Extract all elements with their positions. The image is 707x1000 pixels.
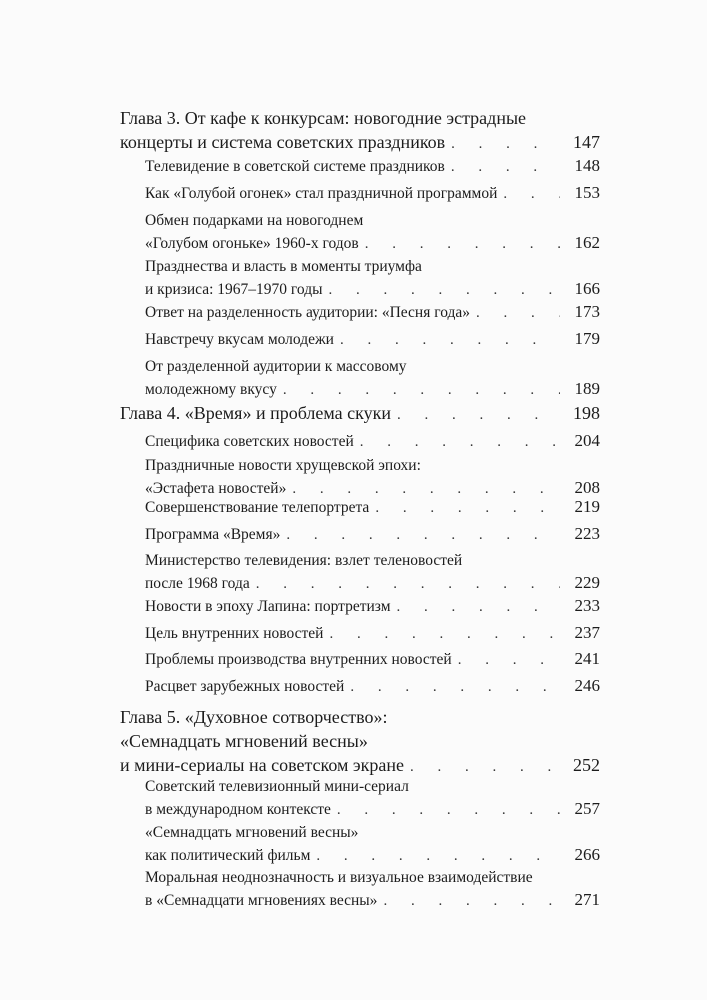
entry-title-text: «Семнадцать мгновений весны» (120, 731, 368, 751)
leader-dots (451, 132, 560, 156)
leader-dots (383, 890, 560, 912)
entry-title-text: Празднества и власть в моменты триумфа (145, 258, 422, 275)
entry-title-text: молодежному вкусу (145, 381, 277, 398)
entry-line (145, 798, 600, 821)
page-number: 246 (574, 676, 600, 695)
entry-line (145, 675, 600, 698)
entry-title-text: От разделенной аудитории к массовому (145, 358, 407, 375)
entry-line (120, 729, 600, 753)
page-number: 237 (574, 623, 600, 642)
entry-line (145, 356, 600, 378)
leader-dots (365, 233, 560, 255)
entry-title-text: концерты и система советских праздников (120, 132, 446, 152)
page-number: 153 (574, 183, 600, 202)
leader-dots (458, 649, 560, 671)
page-number: 252 (573, 755, 600, 775)
toc-section (145, 822, 600, 867)
page-number: 148 (574, 156, 600, 175)
page-number: 266 (574, 845, 600, 864)
toc-chapter-4 (120, 401, 600, 427)
entry-title-text: Специфика советских новостей (145, 433, 354, 450)
entry-line (145, 550, 600, 572)
page-number: 208 (574, 478, 600, 497)
toc-section (145, 356, 600, 401)
entry-title-text: Моральная неоднозначность и визуальное взаимодействие (145, 869, 533, 886)
toc-section (145, 182, 600, 205)
entry-title-text: Глава 4. «Время» и проблема скуки (120, 403, 392, 423)
toc-section (145, 210, 600, 255)
page-number: 204 (574, 431, 600, 450)
page-number: 162 (574, 233, 600, 252)
toc-section (145, 496, 600, 519)
leader-dots (316, 845, 560, 867)
page-number: 189 (574, 379, 600, 398)
entry-line (145, 844, 600, 867)
entry-title-text: «Эстафета новостей» (145, 480, 287, 497)
entry-title-text: и кризиса: 1967–1970 годы (145, 281, 323, 298)
entry-title-text: Министерство телевидения: взлет теленовостей (145, 552, 463, 569)
entry-title-text: Праздничные новости хрущевской эпохи: (145, 457, 421, 474)
entry-line (120, 106, 600, 130)
page-number: 233 (574, 596, 600, 615)
leader-dots (329, 279, 561, 301)
entry-title-text: после 1968 года (145, 575, 250, 592)
page-number: 147 (573, 132, 600, 152)
entry-title-text: Расцвет зарубежных новостей (145, 678, 345, 695)
entry-title-text: «Семнадцать мгновений весны» (145, 824, 359, 841)
toc-section (145, 595, 600, 618)
entry-line (145, 595, 600, 618)
toc-section (145, 430, 600, 453)
entry-line (145, 822, 600, 844)
page-number: 166 (574, 279, 600, 298)
leader-dots (256, 573, 560, 595)
entry-line (145, 328, 600, 351)
leader-dots (340, 329, 560, 351)
entry-line (145, 278, 600, 301)
toc-section (145, 675, 600, 698)
toc-section (145, 455, 600, 500)
entry-line (145, 430, 600, 453)
leader-dots (397, 596, 560, 618)
entry-line (120, 401, 600, 427)
page-number: 219 (574, 497, 600, 516)
entry-title-text: в международном контексте (145, 801, 331, 818)
entry-title-text: Программа «Время» (145, 526, 281, 543)
entry-title-text: Глава 3. От кафе к конкурсам: новогодние эстрадные (120, 108, 527, 128)
entry-title-text: Навстречу вкусам молодежи (145, 331, 334, 348)
entry-title-text: как политический фильм (145, 847, 311, 864)
leader-dots (283, 379, 560, 401)
entry-title-text: Глава 5. «Духовное сотворчество»: (120, 707, 388, 727)
entry-line (145, 523, 600, 546)
page-number: 271 (574, 890, 600, 909)
entry-title-text: Советский телевизионный мини-сериал (145, 778, 409, 795)
toc-section (145, 622, 600, 645)
toc-section (145, 776, 600, 821)
page-number: 223 (574, 524, 600, 543)
entry-line (145, 496, 600, 519)
entry-title-text: и мини-сериалы на советском экране (120, 755, 405, 775)
entry-title-text: Как «Голубой огонек» стал праздничной программой (145, 185, 498, 202)
page-number: 173 (574, 302, 600, 321)
leader-dots (350, 676, 560, 698)
entry-line (120, 130, 600, 156)
toc-section (145, 155, 600, 178)
entry-line (145, 622, 600, 645)
entry-title-text: Ответ на разделенность аудитории: «Песня года» (145, 304, 471, 321)
page-number: 229 (574, 573, 600, 592)
leader-dots (329, 623, 560, 645)
leader-dots (451, 156, 560, 178)
entry-line (145, 301, 600, 324)
entry-title-text: Проблемы производства внутренних новостей (145, 651, 452, 668)
page-number: 241 (574, 649, 600, 668)
leader-dots (286, 524, 560, 546)
entry-title-text: Новости в эпоху Лапина: портретизм (145, 598, 391, 615)
entry-line (145, 155, 600, 178)
leader-dots (397, 403, 560, 427)
entry-title-text: Телевидение в советской системе праздников (145, 158, 445, 175)
entry-line (145, 232, 600, 255)
toc-section (145, 256, 600, 301)
entry-title-text: Обмен подарками на новогоднем (145, 212, 364, 229)
leader-dots (360, 431, 560, 453)
entry-line (145, 378, 600, 401)
leader-dots (503, 183, 560, 205)
toc-chapter-5 (120, 705, 600, 779)
page-number: 198 (573, 403, 600, 423)
entry-title-text: Совершенствование телепортрета (145, 499, 370, 516)
toc-section (145, 328, 600, 351)
entry-title-text: «Голубом огоньке» 1960-х годов (145, 235, 359, 252)
toc-chapter-3 (120, 106, 600, 156)
entry-title-text: в «Семнадцати мгновениях весны» (145, 892, 378, 909)
leader-dots (337, 799, 560, 821)
entry-line (145, 455, 600, 477)
entry-line (145, 889, 600, 912)
toc-section (145, 550, 600, 595)
entry-line (145, 648, 600, 671)
entry-line (145, 210, 600, 232)
page-number: 257 (574, 799, 600, 818)
toc-section (145, 648, 600, 671)
leader-dots (375, 497, 560, 519)
entry-line (145, 776, 600, 798)
entry-line (145, 572, 600, 595)
entry-title-text: Цель внутренних новостей (145, 625, 324, 642)
entry-line (145, 182, 600, 205)
leader-dots (476, 302, 560, 324)
entry-line (145, 867, 600, 889)
entry-line (145, 256, 600, 278)
toc-section (145, 523, 600, 546)
toc-section (145, 301, 600, 324)
page-number: 179 (574, 329, 600, 348)
toc-section (145, 867, 600, 912)
entry-line (120, 705, 600, 729)
